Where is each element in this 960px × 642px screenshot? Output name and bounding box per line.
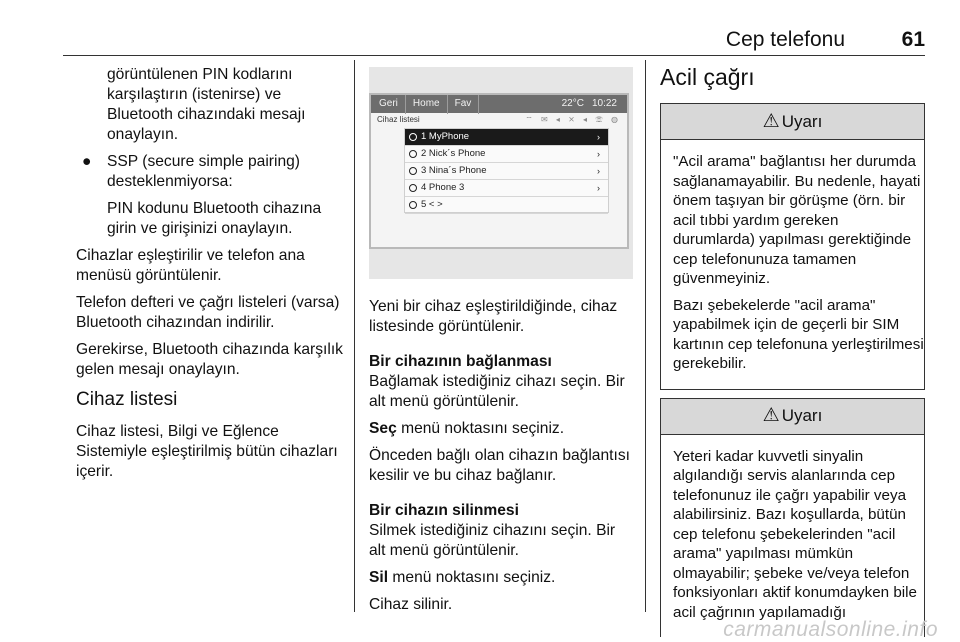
radio-icon xyxy=(409,184,417,192)
paragraph: Bağlamak istediğiniz cihazı seçin. Bir alt menü görüntülenir. xyxy=(369,373,625,410)
bullet-icon: ● xyxy=(82,153,92,170)
section-heading: Cihaz listesi xyxy=(76,389,178,410)
paragraph: Cihaz listesi, Bilgi ve Eğlence Sistemiyle eşleştirilmiş bütün cihazları içerir. xyxy=(76,423,338,480)
page-number: 61 xyxy=(901,28,925,51)
chevron-right-icon: › xyxy=(597,149,600,159)
list-title: Cihaz listesi xyxy=(377,115,420,124)
bullet-subtext: PIN kodunu Bluetooth cihazına girin ve girişinizi onaylayın. xyxy=(107,200,322,237)
paragraph: Telefon defteri ve çağrı listeleri (varsa) Bluetooth cihazından indirilir. xyxy=(76,294,340,331)
warning-title: Uyarı xyxy=(781,406,823,425)
device-label: 3 Nina´s Phone xyxy=(421,165,487,176)
device-label: 4 Phone 3 xyxy=(421,182,465,193)
paragraph xyxy=(369,568,634,588)
watermark: carmanualsonline.info xyxy=(723,618,938,641)
paragraph: Cihazlar eşleştirilir ve telefon ana menüsü görüntülenir. xyxy=(76,247,305,284)
paragraph-text: menü noktasını seçiniz. xyxy=(396,420,565,437)
subheading: Bir cihazının bağlanması xyxy=(369,353,552,370)
warning-text: "Acil arama" bağlantısı her durumda sağlanamayabilir. Bu nedenle, hayati önem taşıyan bir görüşme (örn. bir acil tıbbi yardım gereken durumlarda) yapılması gerektiğinde cep telefonunuza tamamen güvenmeyiniz. xyxy=(673,153,921,287)
device-label: 5 < > xyxy=(421,199,443,210)
paragraph xyxy=(369,419,634,439)
device-list-screenshot xyxy=(369,67,633,279)
warning-header xyxy=(661,104,924,140)
paragraph: Silmek istediğiniz cihazını seçin. Bir alt menü görüntülenir. xyxy=(369,522,616,559)
column-right xyxy=(660,65,925,642)
warning-box xyxy=(660,103,925,390)
radio-icon xyxy=(409,133,417,141)
continuation-text: görüntülenen PIN kodlarını karşılaştırın (istenirse) ve Bluetooth cihazındaki mesajı onaylayın. xyxy=(107,66,306,143)
menu-term: Sil xyxy=(369,569,389,586)
warning-icon: ⚠ xyxy=(762,110,780,132)
list-item xyxy=(405,197,608,214)
infotainment-screen xyxy=(369,93,629,249)
radio-icon xyxy=(409,150,417,158)
device-label: 2 Nick´s Phone xyxy=(421,148,486,159)
column-left xyxy=(76,65,348,489)
tab-home: Home xyxy=(406,95,448,114)
bullet-text: SSP (secure simple pairing) desteklenmiyorsa: xyxy=(107,153,300,190)
chevron-right-icon: › xyxy=(597,183,600,193)
status-icons: ⌔ ✉ ◂ ⨯ ◂ ☏ ◍ xyxy=(525,115,621,124)
temperature-readout: 22°C xyxy=(561,98,584,109)
column-middle xyxy=(369,65,634,622)
radio-icon xyxy=(409,201,417,209)
header-rule xyxy=(63,55,925,56)
section-heading: Acil çağrı xyxy=(660,64,755,90)
chevron-right-icon: › xyxy=(597,132,600,142)
paragraph: Önceden bağlı olan cihazın bağlantısı kesilir ve bu cihaz bağlanır. xyxy=(369,447,630,484)
paragraph: Cihaz silinir. xyxy=(369,596,453,613)
tab-fav: Fav xyxy=(448,95,480,114)
column-separator xyxy=(645,60,646,612)
paragraph-text: menü noktasını seçiniz. xyxy=(388,569,556,586)
device-label: 1 MyPhone xyxy=(421,131,470,142)
clock-readout: 10:22 xyxy=(591,98,617,109)
paragraph: Gerekirse, Bluetooth cihazında karşılık gelen mesajı onaylayın. xyxy=(76,341,343,378)
warning-header xyxy=(661,399,924,435)
figure-caption: Yeni bir cihaz eşleştirildiğinde, cihaz listesinde görüntülenir. xyxy=(369,298,618,335)
warning-box xyxy=(660,398,925,638)
page-header-title: Cep telefonu xyxy=(725,28,845,51)
warning-text: Bazı şebekelerde "acil arama" yapabilmek için de geçerli bir SIM kartının cep telefonuna yerleştirilmesi gerekebilir. xyxy=(673,296,924,372)
warning-text: Yeteri kadar kuvvetli sinyalin algılandığı servis alanlarında cep telefonunuz ile çağrı yapabilir veya alabilirsiniz. Bazı koşullarda, bütün cep telefonu şebekelerinden "acil arama" yapılması mümkün olmayabilir; şebeke ve/veya telefon fonksiyonları aktif konumdayken bile acil çağrının yapılamadığı xyxy=(673,447,917,621)
warning-title: Uyarı xyxy=(781,111,823,131)
bullet-item xyxy=(76,152,348,239)
subheading: Bir cihazın silinmesi xyxy=(369,502,519,519)
tab-back: Geri xyxy=(379,95,406,114)
menu-term: Seç xyxy=(369,420,397,437)
device-list xyxy=(404,128,609,213)
warning-icon: ⚠ xyxy=(762,405,780,426)
chevron-right-icon: › xyxy=(597,166,600,176)
column-separator xyxy=(354,60,355,612)
radio-icon xyxy=(409,167,417,175)
